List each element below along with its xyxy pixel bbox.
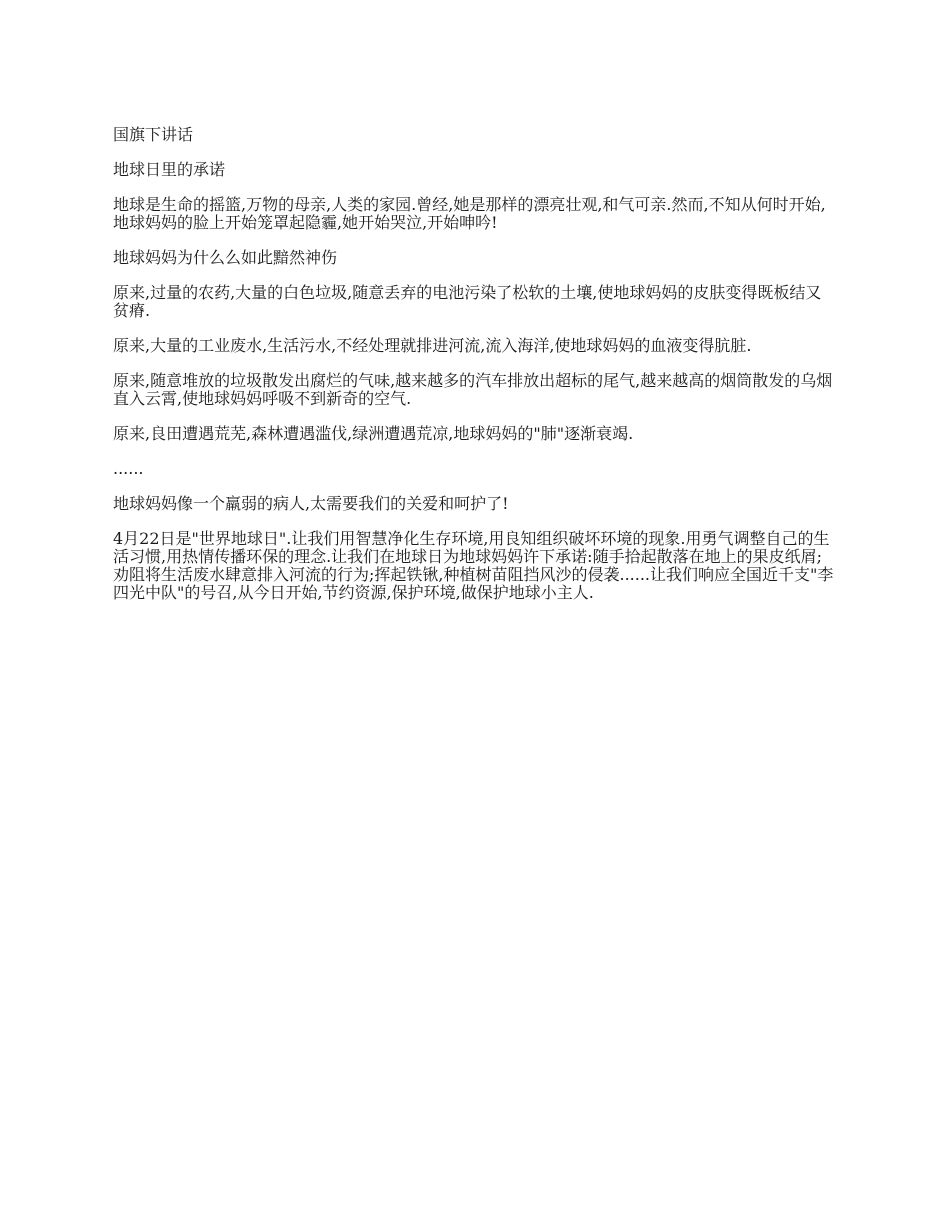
paragraph: 地球妈妈为什么么如此黯然神伤 [113, 248, 338, 267]
paragraph: 原来,随意堆放的垃圾散发出腐烂的气味,越来越多的汽车排放出超标的尾气,越来越高的烟筒散发的乌烟直入云霄,使地球妈妈呼吸不到新奇的空气. [113, 371, 833, 408]
paragraph: 地球妈妈像一个羸弱的病人,太需要我们的关爱和呵护了! [113, 494, 509, 513]
document-subtitle: 地球日里的承诺 [113, 160, 226, 179]
paragraph: 原来,过量的农药,大量的白色垃圾,随意丢弃的电池污染了松软的土壤,使地球妈妈的皮肤变得既板结又贫瘠. [113, 283, 822, 320]
paragraph: ...... [113, 459, 144, 478]
paragraph: 地球是生命的摇篮,万物的母亲,人类的家园.曾经,她是那样的漂亮壮观,和气可亲.然而,不知从何时开始,地球妈妈的脸上开始笼罩起隐霾,她开始哭泣,开始呻吟! [113, 195, 826, 232]
paragraph: 原来,大量的工业废水,生活污水,不经处理就排进河流,流入海洋,使地球妈妈的血液变得肮脏. [113, 336, 752, 355]
paragraph: 4月22日是"世界地球日".让我们用智慧净化生存环境,用良知组织破坏环境的现象.用勇气调整自己的生活习惯,用热情传播环保的理念.让我们在地球日为地球妈妈许下承诺:随手拾起散落在地上的果皮纸屑;劝阻将生活废水肆意排入河流的行为;挥起铁锹,种植树苗阻挡风沙的侵袭......让我们响应全国近千支"李四光中队"的号召,从今日开始,节约资源,保护环境,做保护地球小主人. [113, 529, 834, 602]
document-body [113, 126, 837, 619]
document-title: 国旗下讲话 [113, 125, 194, 144]
paragraph: 原来,良田遭遇荒芜,森林遭遇滥伐,绿洲遭遇荒凉,地球妈妈的"肺"逐渐衰竭. [113, 424, 634, 443]
